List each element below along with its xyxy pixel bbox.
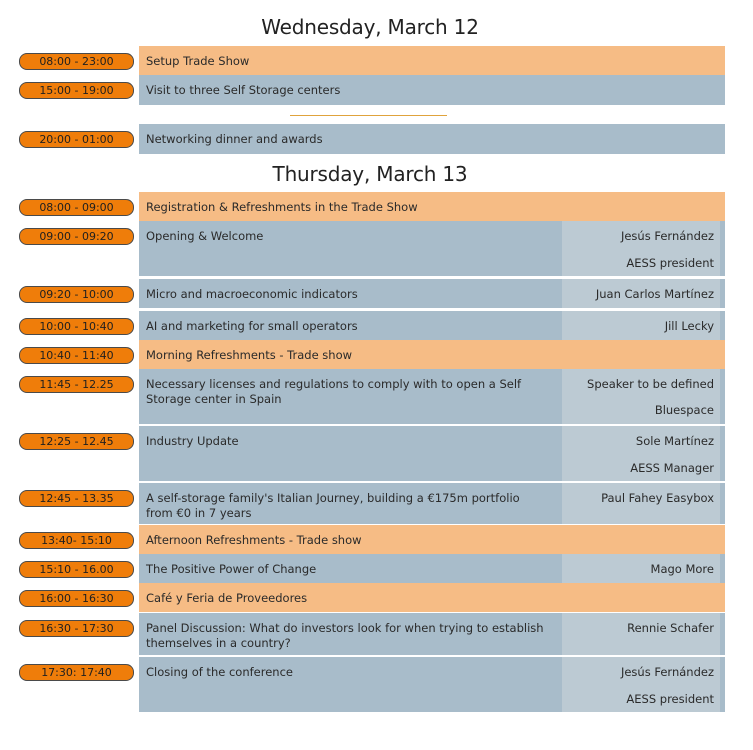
speaker-name: Rennie Schafer xyxy=(627,621,714,635)
speaker-cell xyxy=(562,613,720,655)
day-title-thursday: Thursday, March 13 xyxy=(272,162,468,186)
agenda-row-break xyxy=(139,46,725,75)
time-pill: 12:25 - 12.45 xyxy=(19,433,134,450)
time-pill: 11:45 - 12.25 xyxy=(19,376,134,393)
session-title: Networking dinner and awards xyxy=(146,132,323,146)
session-title: Café y Feria de Proveedores xyxy=(146,591,308,605)
speaker-role: AESS president xyxy=(626,256,714,270)
agenda-row-break xyxy=(139,340,725,369)
time-pill: 10:40 - 11:40 xyxy=(19,347,134,364)
time-pill: 15:00 - 19:00 xyxy=(19,82,134,99)
time-pill: 16:30 - 17:30 xyxy=(19,620,134,637)
time-pill: 09:20 - 10:00 xyxy=(19,286,134,303)
speaker-cell xyxy=(562,221,720,276)
time-pill: 10:00 - 10:40 xyxy=(19,318,134,335)
agenda-row xyxy=(139,75,725,105)
time-pill: 08:00 - 09:00 xyxy=(19,199,134,216)
time-pill: 08:00 - 23:00 xyxy=(19,53,134,70)
session-title: A self-storage family's Italian Journey, building a €175m portfolio from €0 in 7 years xyxy=(146,491,520,520)
speaker-name: Jill Lecky xyxy=(664,319,714,333)
speaker-cell xyxy=(562,311,720,340)
speaker-name: Paul Fahey Easybox xyxy=(601,491,714,505)
time-pill: 20:00 - 01:00 xyxy=(19,131,134,148)
time-pill: 09:00 - 09:20 xyxy=(19,228,134,245)
speaker-role: AESS Manager xyxy=(630,461,714,475)
agenda-row xyxy=(139,124,725,154)
session-title: Afternoon Refreshments - Trade show xyxy=(146,533,362,547)
time-pill: 13:40- 15:10 xyxy=(19,532,134,549)
session-title: Morning Refreshments - Trade show xyxy=(146,348,353,362)
session-title: Opening & Welcome xyxy=(146,229,264,243)
time-pill: 12:45 - 13.35 xyxy=(19,490,134,507)
speaker-name: Jesús Fernández xyxy=(620,229,714,243)
speaker-name: Mago More xyxy=(650,562,714,576)
time-pill: 17:30: 17:40 xyxy=(19,664,134,681)
session-title: Necessary licenses and regulations to comply with to open a Self Storage center in Spain xyxy=(146,377,522,406)
session-title: Panel Discussion: What do investors look for when trying to establish themselves in a country? xyxy=(146,621,544,650)
agenda-row-break xyxy=(139,583,725,612)
speaker-company: Bluespace xyxy=(654,403,714,417)
speaker-cell xyxy=(562,369,720,424)
session-title: AI and marketing for small operators xyxy=(146,319,358,333)
agenda-row-break xyxy=(139,525,725,554)
speaker-name: Juan Carlos Martínez xyxy=(595,287,714,301)
day-title-wednesday: Wednesday, March 12 xyxy=(261,15,479,39)
speaker-cell xyxy=(562,657,720,712)
time-pill: 15:10 - 16.00 xyxy=(19,561,134,578)
speaker-cell xyxy=(562,426,720,481)
session-title: The Positive Power of Change xyxy=(146,562,317,576)
session-title: Closing of the conference xyxy=(146,665,293,679)
speaker-name: Speaker to be defined xyxy=(587,377,714,391)
speaker-name: Jesús Fernández xyxy=(620,665,714,679)
speaker-cell xyxy=(562,279,720,308)
speaker-cell xyxy=(562,483,720,524)
agenda-row-break xyxy=(139,192,725,221)
speaker-role: AESS president xyxy=(626,692,714,706)
session-title: Visit to three Self Storage centers xyxy=(146,83,341,97)
time-pill: 16:00 - 16:30 xyxy=(19,590,134,607)
speaker-name: Sole Martínez xyxy=(635,434,714,448)
divider xyxy=(290,115,447,116)
session-title: Setup Trade Show xyxy=(146,54,250,68)
speaker-cell xyxy=(562,554,720,583)
session-title: Registration & Refreshments in the Trade Show xyxy=(146,200,418,214)
session-title: Industry Update xyxy=(146,434,239,448)
session-title: Micro and macroeconomic indicators xyxy=(146,287,358,301)
